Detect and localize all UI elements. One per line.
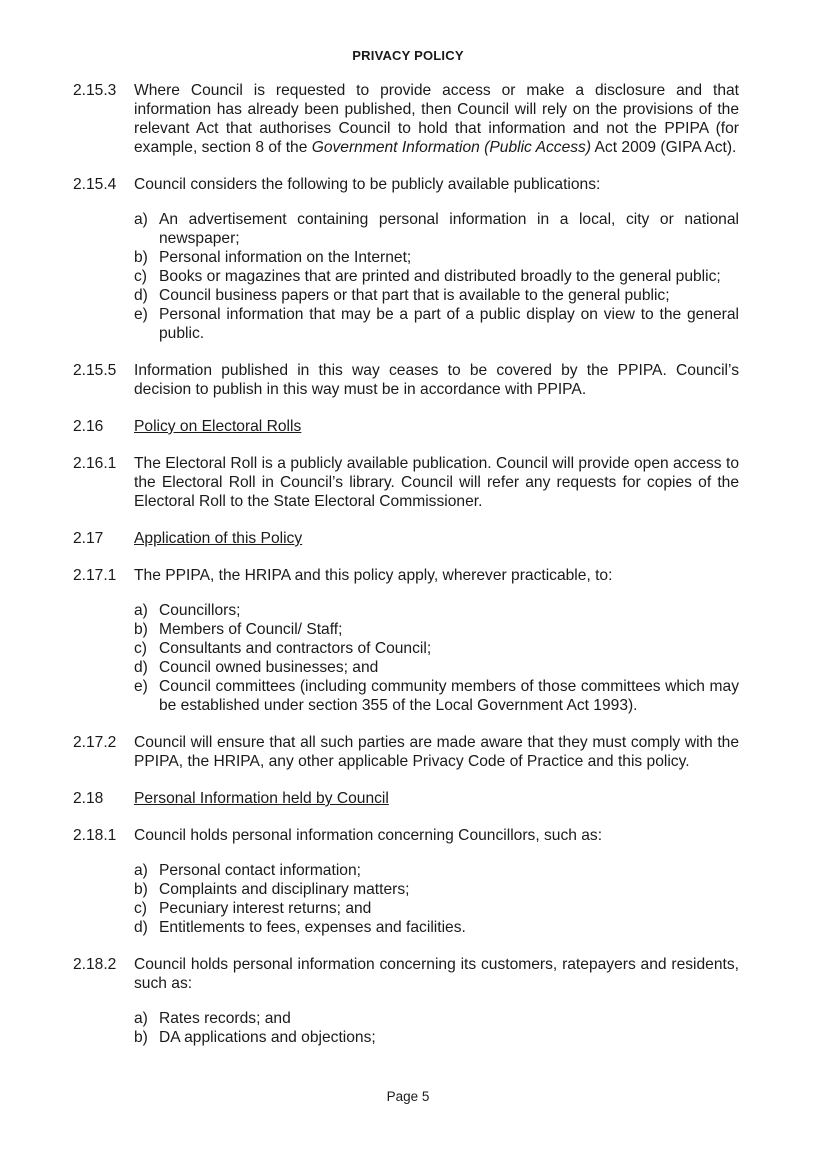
list-item xyxy=(134,305,739,343)
list-item xyxy=(134,620,739,639)
list-marker: e) xyxy=(134,306,148,323)
clause-number: 2.18.1 xyxy=(73,827,117,844)
section-number: 2.17 xyxy=(73,530,104,547)
list-item-text: Books or magazines that are printed and distributed broadly to the general public; xyxy=(159,268,721,285)
list-marker: d) xyxy=(134,659,148,676)
publications-list xyxy=(134,210,739,343)
list-item xyxy=(134,601,739,620)
list-item xyxy=(134,861,739,880)
list-marker: b) xyxy=(134,621,148,638)
list-item xyxy=(134,248,739,267)
section-heading: Personal Information held by Council xyxy=(134,790,389,807)
clause-text: Council holds personal information concerning Councillors, such as: xyxy=(134,827,603,844)
section-heading: Application of this Policy xyxy=(134,530,303,547)
clause-2-15-3 xyxy=(73,81,739,157)
list-marker: a) xyxy=(134,602,148,619)
clause-2-18-2 xyxy=(73,955,739,993)
act-title-italic: Government Information (Public Access) xyxy=(311,139,592,156)
list-item xyxy=(134,1028,739,1047)
list-marker: b) xyxy=(134,249,148,266)
clause-number: 2.15.5 xyxy=(73,362,117,379)
list-item xyxy=(134,918,739,937)
clause-number: 2.15.4 xyxy=(73,176,117,193)
list-item xyxy=(134,1009,739,1028)
clause-text: The PPIPA, the HRIPA and this policy apply, wherever practicable, to: xyxy=(134,567,613,584)
clause-text: Information published in this way ceases to be covered by the PPIPA. Council’s decision to publish in this way must be in accordance with PPIPA. xyxy=(134,362,739,398)
list-marker: c) xyxy=(134,640,147,657)
list-item-text: Entitlements to fees, expenses and facilities. xyxy=(159,919,466,936)
list-marker: c) xyxy=(134,900,147,917)
list-item xyxy=(134,677,739,715)
list-marker: e) xyxy=(134,678,148,695)
clause-number: 2.16.1 xyxy=(73,455,117,472)
list-item xyxy=(134,880,739,899)
clause-2-17-2 xyxy=(73,733,739,771)
list-item-text: Personal information on the Internet; xyxy=(159,249,412,266)
list-marker: b) xyxy=(134,881,148,898)
clause-2-18-1 xyxy=(73,826,739,845)
section-2-16 xyxy=(73,417,739,436)
clause-text-part: Act 2009 (GIPA Act). xyxy=(591,139,737,156)
clause-2-15-5 xyxy=(73,361,739,399)
list-item xyxy=(134,286,739,305)
applicable-parties-list xyxy=(134,601,739,715)
clause-text: Council holds personal information concerning its customers, ratepayers and residents, such as: xyxy=(134,956,739,992)
list-item-text: DA applications and objections; xyxy=(159,1029,376,1046)
councillor-info-list xyxy=(134,861,739,937)
customer-info-list xyxy=(134,1009,739,1047)
list-marker: b) xyxy=(134,1029,148,1046)
list-item xyxy=(134,658,739,677)
list-marker: a) xyxy=(134,1010,148,1027)
clause-2-15-4 xyxy=(73,175,739,194)
list-item-text: Personal contact information; xyxy=(159,862,361,879)
list-item-text: Council committees (including community members of those committees which may be established under section 355 of the Local Government Act 1993). xyxy=(159,678,739,714)
list-item xyxy=(134,639,739,658)
list-item-text: Rates records; and xyxy=(159,1010,291,1027)
section-2-17 xyxy=(73,529,739,548)
clause-text: Council considers the following to be publicly available publications: xyxy=(134,176,601,193)
document-body xyxy=(73,81,739,1065)
list-item-text: Council business papers or that part that is available to the general public; xyxy=(159,287,670,304)
list-item-text: Council owned businesses; and xyxy=(159,659,379,676)
list-marker: a) xyxy=(134,211,148,228)
section-number: 2.16 xyxy=(73,418,104,435)
clause-number: 2.18.2 xyxy=(73,956,117,973)
section-number: 2.18 xyxy=(73,790,104,807)
list-marker: a) xyxy=(134,862,148,879)
list-item-text: Complaints and disciplinary matters; xyxy=(159,881,410,898)
list-item-text: Members of Council/ Staff; xyxy=(159,621,343,638)
list-marker: c) xyxy=(134,268,147,285)
section-heading: Policy on Electoral Rolls xyxy=(134,418,302,435)
list-marker: d) xyxy=(134,919,148,936)
page-number: Page 5 xyxy=(386,1089,430,1104)
clause-text: Council will ensure that all such parties are made aware that they must comply with the PPIPA, the HRIPA, any other applicable Privacy Code of Practice and this policy. xyxy=(134,734,739,770)
clause-text xyxy=(134,81,739,157)
list-marker: d) xyxy=(134,287,148,304)
section-2-18 xyxy=(73,789,739,808)
clause-text: The Electoral Roll is a publicly available publication. Council will provide open access to the Electoral Roll in Council’s library. Council will refer any requests for copies of the Electoral Roll to the State Electoral Commissioner. xyxy=(134,455,739,510)
clause-number: 2.17.2 xyxy=(73,734,117,751)
clause-number: 2.17.1 xyxy=(73,567,117,584)
page-title: PRIVACY POLICY xyxy=(352,48,464,63)
list-item-text: Councillors; xyxy=(159,602,241,619)
list-item xyxy=(134,210,739,248)
clause-number: 2.15.3 xyxy=(73,82,117,99)
list-item xyxy=(134,267,739,286)
clause-2-17-1 xyxy=(73,566,739,585)
list-item xyxy=(134,899,739,918)
list-item-text: Consultants and contractors of Council; xyxy=(159,640,432,657)
list-item-text: Personal information that may be a part of a public display on view to the general public. xyxy=(159,306,739,342)
clause-text-part: Where Council is requested to provide access or make a disclosure and that information has already been published, then Council will rely on the provisions of the relevant Act that authorises Council to hold that information and not the PPIPA (for example, section 8 of the xyxy=(134,82,739,156)
clause-2-16-1 xyxy=(73,454,739,511)
list-item-text: Pecuniary interest returns; and xyxy=(159,900,372,917)
list-item-text: An advertisement containing personal information in a local, city or national newspaper; xyxy=(159,211,739,247)
